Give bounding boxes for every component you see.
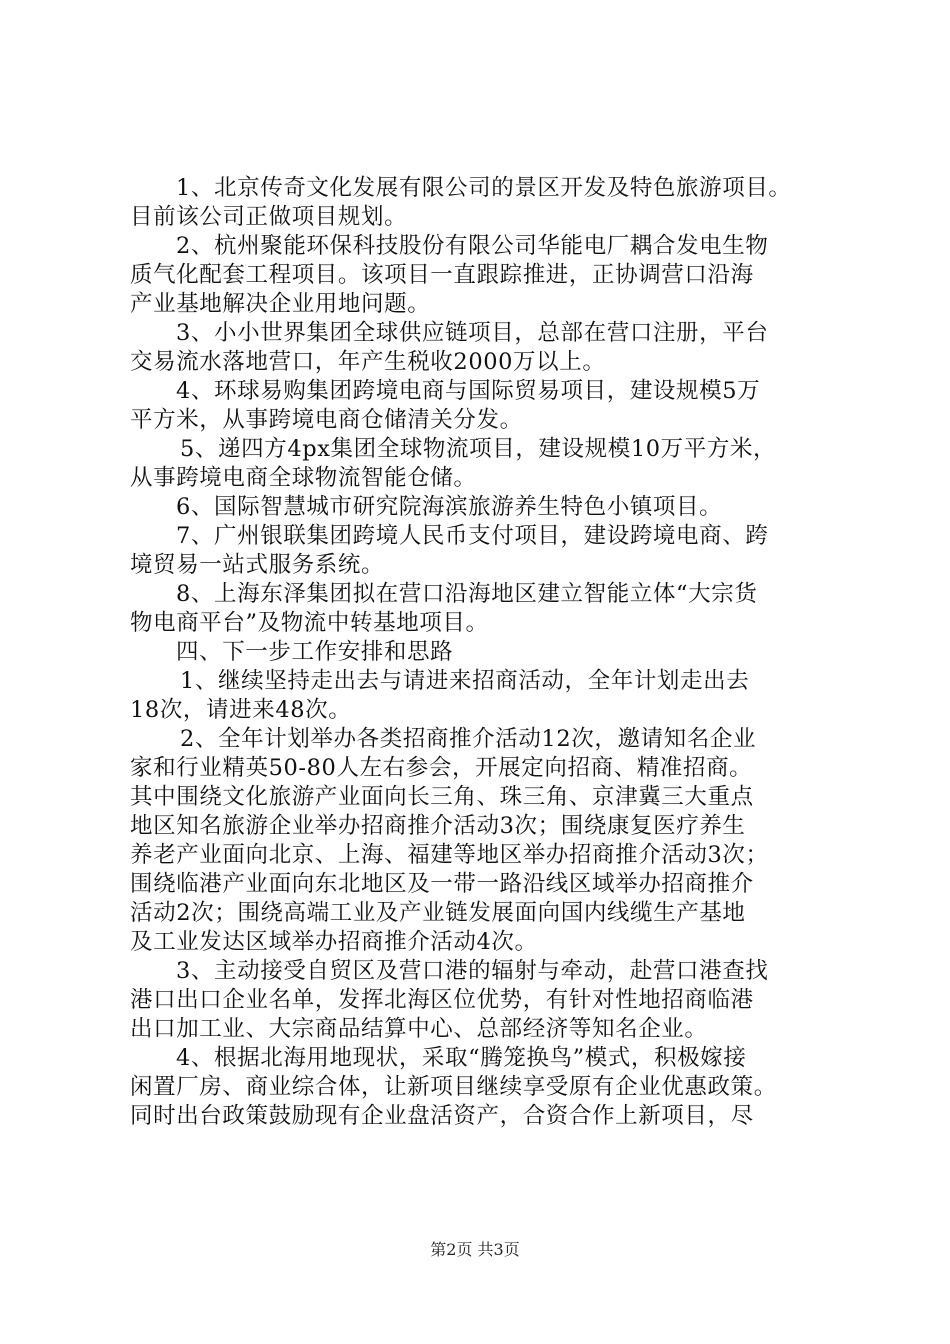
text-line: 港口出口企业名单，发挥北海区位优势，有针对性地招商临港 bbox=[130, 987, 754, 1013]
text-line: 2、全年计划举办各类招商推介活动12次，邀请知名企业 bbox=[180, 726, 757, 752]
text-line: 4、环球易购集团跨境电商与国际贸易项目，建设规模5万 bbox=[176, 378, 761, 404]
text-line: 1、北京传奇文化发展有限公司的景区开发及特色旅游项目。 bbox=[176, 175, 792, 201]
page-footer bbox=[0, 1240, 950, 1260]
text-line: 产业基地解决企业用地问题。 bbox=[130, 291, 431, 317]
text-line: 7、广州银联集团跨境人民币支付项目，建设跨境电商、跨 bbox=[176, 523, 769, 549]
text-line: 3、主动接受自贸区及营口港的辐射与牵动，赴营口港查找 bbox=[176, 958, 769, 984]
text-line: 5、递四方4px集团全球物流项目，建设规模10万平方米， bbox=[180, 436, 777, 462]
text-line: 家和行业精英50-80人左右参会，开展定向招商、精准招商。 bbox=[130, 755, 753, 781]
page-number: 第2页 共3页 bbox=[430, 1240, 520, 1259]
text-line: 2、杭州聚能环保科技股份有限公司华能电厂耦合发电生物 bbox=[176, 233, 769, 259]
text-line: 养老产业面向北京、上海、福建等地区举办招商推介活动3次； bbox=[130, 842, 769, 868]
text-line: 从事跨境电商全球物流智能仓储。 bbox=[130, 465, 477, 491]
text-line: 境贸易一站式服务系统。 bbox=[130, 552, 385, 578]
text-line: 及工业发达区域举办招商推介活动4次。 bbox=[130, 929, 538, 955]
text-line: 6、国际智慧城市研究院海滨旅游养生特色小镇项目。 bbox=[176, 494, 723, 520]
text-line: 平方米，从事跨境电商仓储清关分发。 bbox=[130, 407, 523, 433]
document-body bbox=[130, 174, 835, 1131]
text-line: 1、继续坚持走出去与请进来招商活动，全年计划走出去 bbox=[180, 668, 750, 694]
text-line: 地区知名旅游企业举办招商推介活动3次；围绕康复医疗养生 bbox=[130, 813, 746, 839]
text-line: 质气化配套工程项目。该项目一直跟踪推进，正协调营口沿海 bbox=[130, 262, 754, 288]
text-line: 交易流水落地营口，年产生税收2000万以上。 bbox=[130, 349, 606, 375]
text-line: 18次，请进来48次。 bbox=[130, 697, 352, 723]
text-line: 3、小小世界集团全球供应链项目，总部在营口注册，平台 bbox=[176, 320, 769, 346]
section-heading: 四、下一步工作安排和思路 bbox=[176, 639, 454, 665]
text-line: 4、根据北海用地现状，采取“腾笼换鸟”模式，积极嫁接 bbox=[176, 1045, 747, 1071]
text-line: 闲置厂房、商业综合体，让新项目继续享受原有企业优惠政策。 bbox=[130, 1074, 777, 1100]
text-line: 出口加工业、大宗商品结算中心、总部经济等知名企业。 bbox=[130, 1016, 708, 1042]
text-line: 围绕临港产业面向东北地区及一带一路沿线区域举办招商推介 bbox=[130, 871, 754, 897]
text-line: 其中围绕文化旅游产业面向长三角、珠三角、京津冀三大重点 bbox=[130, 784, 754, 810]
text-line: 同时出台政策鼓励现有企业盘活资产，合资合作上新项目，尽 bbox=[130, 1103, 754, 1129]
text-line: 目前该公司正做项目规划。 bbox=[130, 204, 408, 230]
text-line: 物电商平台”及物流中转基地项目。 bbox=[130, 610, 489, 636]
text-line: 活动2次；围绕高端工业及产业链发展面向国内线缆生产基地 bbox=[130, 900, 746, 926]
text-line: 8、上海东泽集团拟在营口沿海地区建立智能立体“大宗货 bbox=[176, 581, 758, 607]
